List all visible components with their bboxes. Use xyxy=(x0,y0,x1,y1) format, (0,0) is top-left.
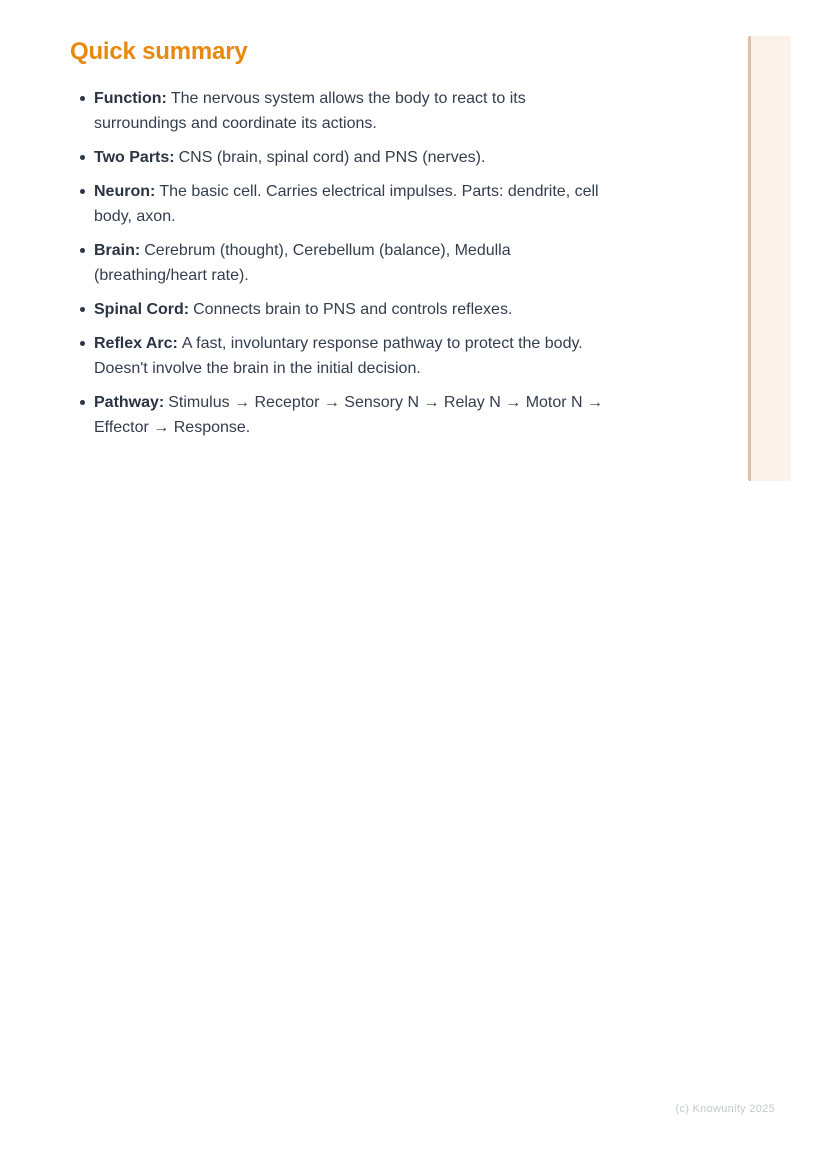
side-accent-panel xyxy=(748,36,791,481)
list-item-label: Spinal Cord: xyxy=(94,301,190,318)
list-item-text: Cerebrum (thought), Cerebellum (balance), Medulla (breathing/heart rate). xyxy=(94,242,511,284)
bullet-icon xyxy=(80,96,85,101)
bullet-icon xyxy=(80,155,85,160)
list-item-label: Neuron: xyxy=(94,183,156,200)
bullet-icon xyxy=(80,248,85,253)
list-item xyxy=(94,86,618,136)
list-item xyxy=(94,179,618,229)
summary-list xyxy=(70,86,618,440)
list-item xyxy=(94,331,618,381)
copyright-text: (c) Knowunity 2025 xyxy=(675,1103,775,1115)
page-title: Quick summary xyxy=(70,38,248,65)
list-item xyxy=(94,390,618,440)
list-item-text: Stimulus → Receptor → Sensory N → Relay N → Motor N → Effector → Response. xyxy=(94,394,604,436)
bullet-icon xyxy=(80,189,85,194)
list-item-label: Two Parts: xyxy=(94,149,175,166)
list-item-label: Function: xyxy=(94,90,167,107)
list-item-text: The nervous system allows the body to react to its surroundings and coordinate its actions. xyxy=(94,90,526,132)
list-item xyxy=(94,238,618,288)
list-item xyxy=(94,297,618,322)
list-item-text: CNS (brain, spinal cord) and PNS (nerves). xyxy=(178,149,486,166)
list-item-label: Pathway: xyxy=(94,394,165,411)
list-item xyxy=(94,145,618,170)
summary-section xyxy=(70,38,618,449)
bullet-icon xyxy=(80,307,85,312)
bullet-icon xyxy=(80,341,85,346)
list-item-label: Reflex Arc: xyxy=(94,335,178,352)
list-item-text: A fast, involuntary response pathway to protect the body. Doesn't involve the brain in the initial decision. xyxy=(94,335,583,377)
list-item-text: The basic cell. Carries electrical impulses. Parts: dendrite, cell body, axon. xyxy=(94,183,599,225)
list-item-text: Connects brain to PNS and controls reflexes. xyxy=(193,301,513,318)
bullet-icon xyxy=(80,400,85,405)
list-item-label: Brain: xyxy=(94,242,141,259)
